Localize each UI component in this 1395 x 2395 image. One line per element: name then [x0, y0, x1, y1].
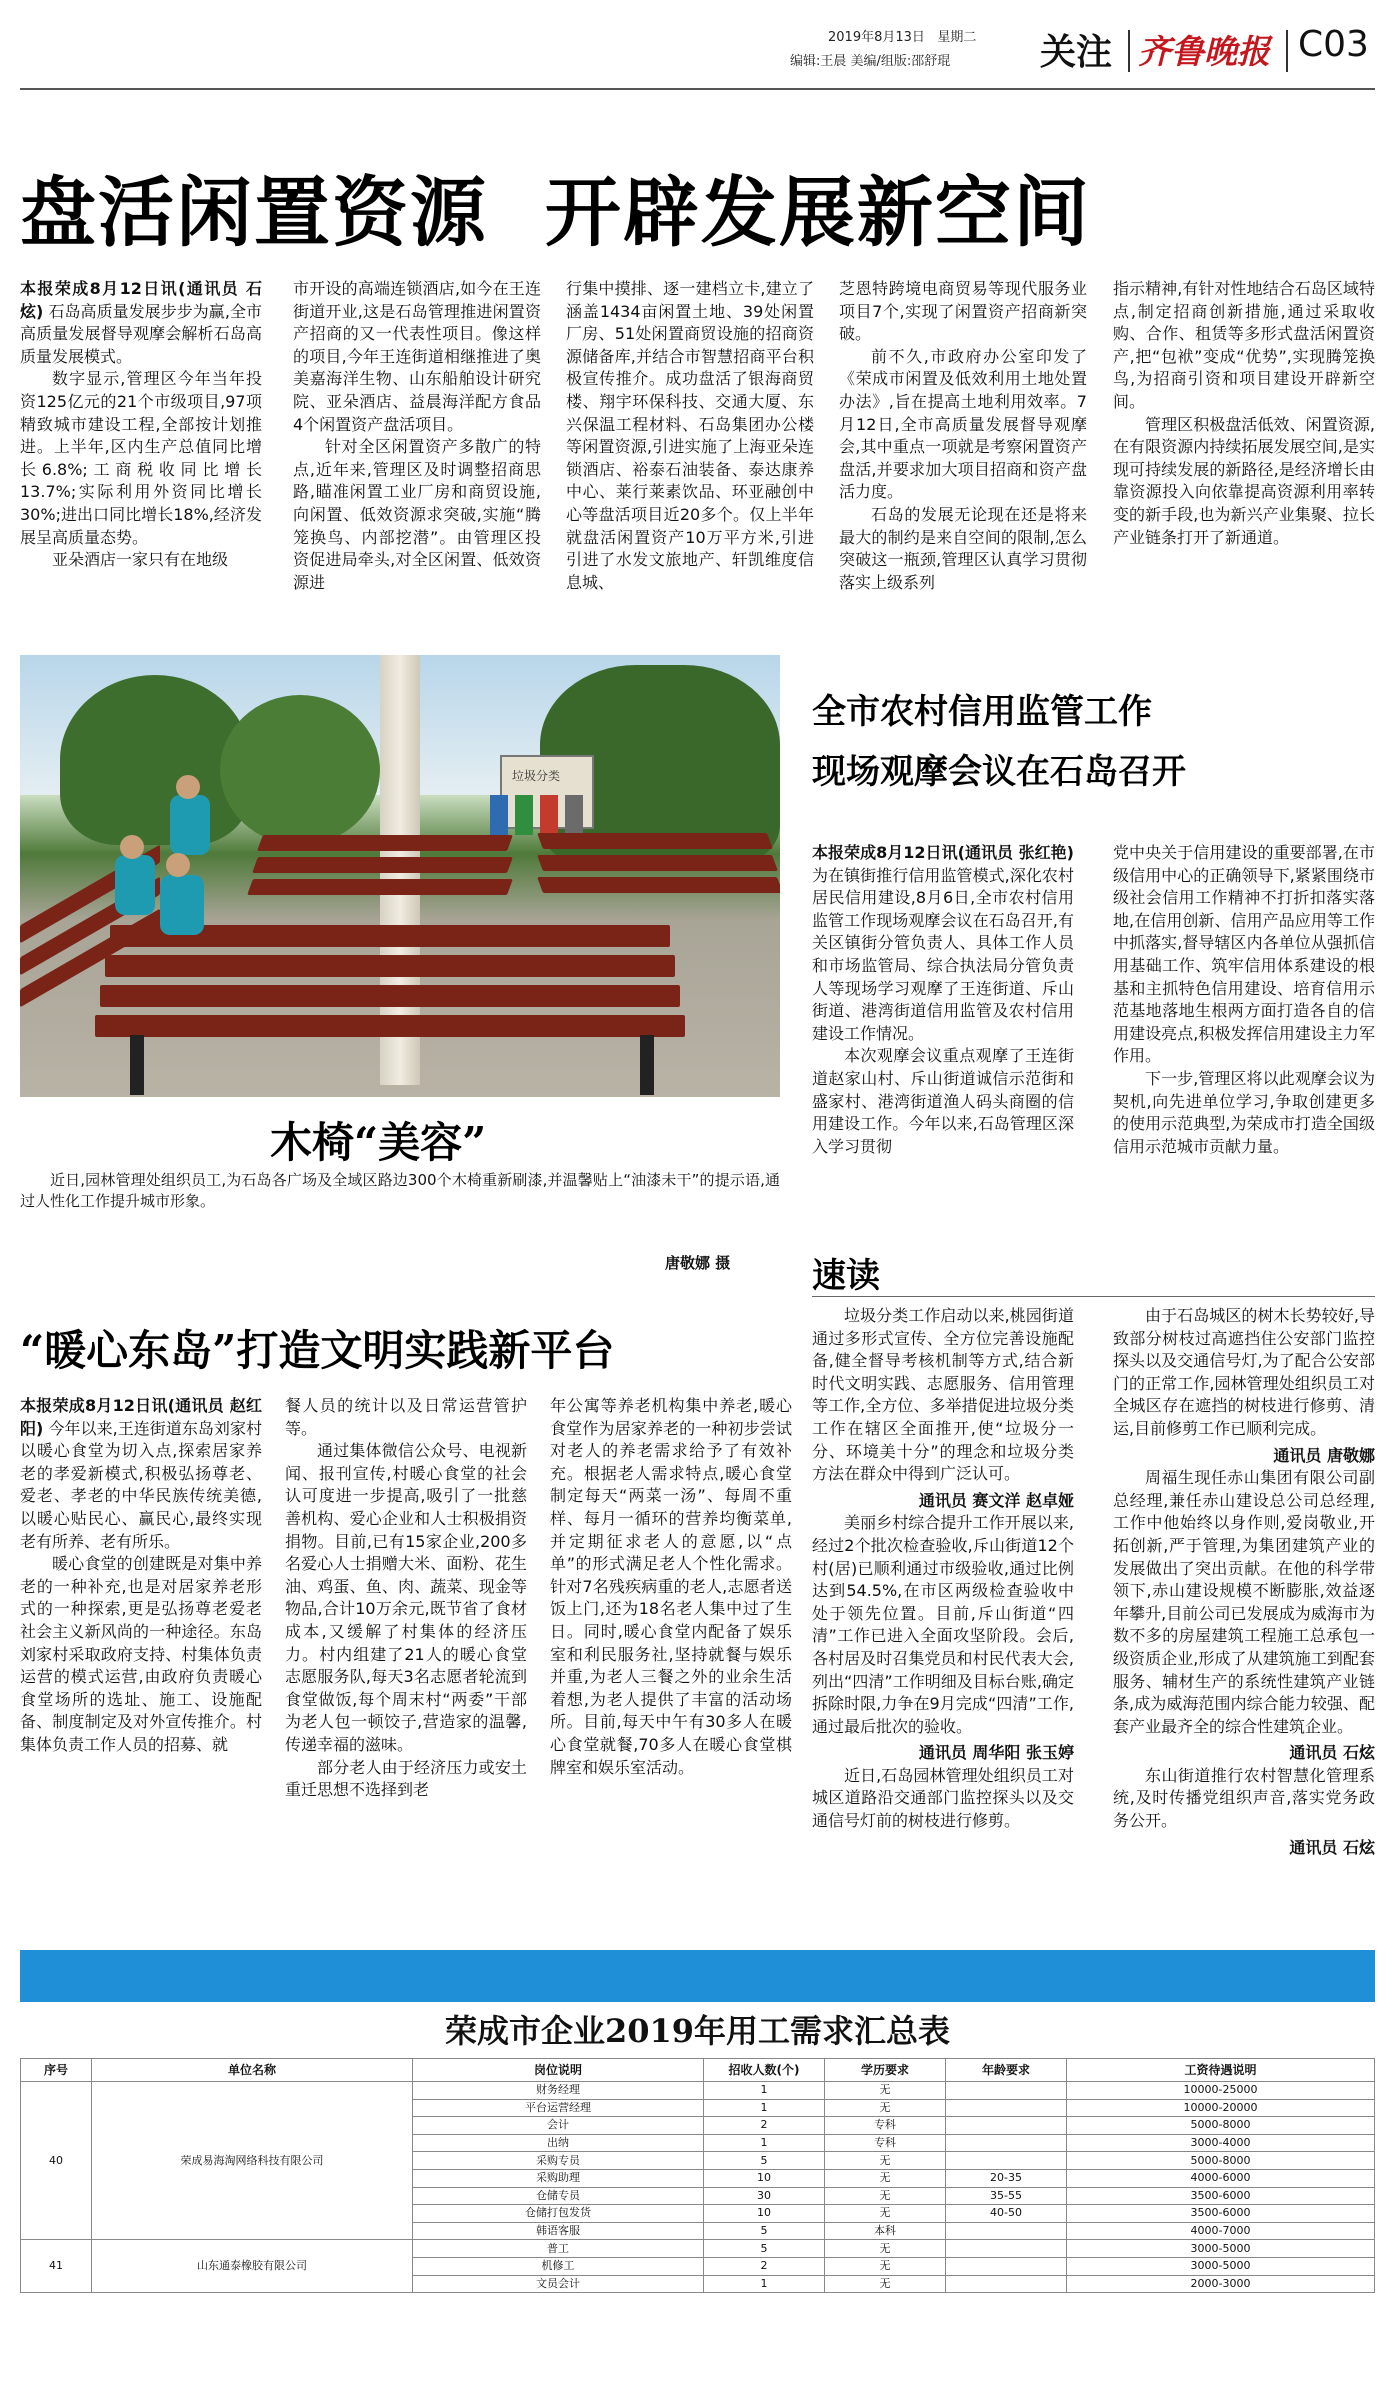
job-edu-cell: 无	[825, 2187, 946, 2205]
job-pay-cell: 4000-6000	[1067, 2169, 1375, 2187]
job-pay-cell: 2000-3000	[1067, 2275, 1375, 2293]
job-pay-cell: 4000-7000	[1067, 2222, 1375, 2240]
header-editors: 编辑:王晨 美编/组版:邵舒琨	[790, 54, 951, 69]
paragraph: 管理区积极盘活低效、闲置资源,在有限资源内持续拓展发展空间,是实现可持续发展的新路径,是经济增长由靠资源投入向依靠提高资源利用率转变的新手段,也为新兴产业集聚、拉长产业链条打开了新通道。	[1113, 414, 1375, 547]
paragraph: 部分老人由于经济压力或安土重迁思想不选择到老	[285, 1757, 527, 1800]
job-edu-cell: 无	[825, 2275, 946, 2293]
job-count-cell: 5	[704, 2152, 825, 2170]
paragraph: 亚朵酒店一家只有在地级	[52, 550, 229, 570]
date: 2019年8月13日	[828, 30, 925, 45]
paragraph: 市开设的高端连锁酒店,如今在王连街道开业,这是石岛管理推进闲置资产招商的又一代表性项目。像这样的项目,今年王连街道相继推进了奥美嘉海洋生物、山东船舶设计研究院、亚朵酒店、益晨海洋配方食品4个闲置资产盘活项目。	[293, 279, 541, 434]
job-count-cell: 5	[704, 2222, 825, 2240]
paragraph: 今年以来,王连街道东岛刘家村以暖心食堂为切入点,探索居家养老的孝爱新模式,积极弘扬尊老、爱老、孝老的中华民族传统美德,以暖心贴民心、赢民心,最终实现老有所养、老有所乐。	[20, 1418, 262, 1551]
table-header: 招收人数(个)	[704, 2059, 825, 2082]
job-pay-cell: 3500-6000	[1067, 2205, 1375, 2223]
brief-rule	[812, 1296, 1375, 1297]
company-number: 40	[21, 2082, 92, 2240]
job-count-cell: 10	[704, 2169, 825, 2187]
paragraph: 美丽乡村综合提升工作开展以来,经过2个批次检查验收,斥山街道12个村(居)已顺利通过市级验收,通过比例达到54.5%,在市区两级检查验收中处于领先位置。目前,斥山街道“四清”工作已进入全面攻坚阶段。会后,各村居及时召集党员和村民代表大会,列出“四清”工作明细及目标台账,确定拆除时限,力争在9月完成“四清”工作,通过最后批次的验收。	[812, 1513, 1074, 1736]
brief-title: 速读	[812, 1256, 880, 1296]
job-pay-cell: 5000-8000	[1067, 2152, 1375, 2170]
job-job-cell: 采购助理	[413, 2169, 704, 2187]
job-job-cell: 普工	[413, 2240, 704, 2258]
job-job-cell: 财务经理	[413, 2082, 704, 2100]
job-job-cell: 仓储打包发货	[413, 2205, 704, 2223]
job-age-cell	[946, 2082, 1067, 2100]
job-count-cell: 2	[704, 2117, 825, 2135]
main-article-col1	[20, 278, 262, 634]
paragraph: 通过集体微信公众号、电视新闻、报刊宣传,村暖心食堂的社会认可度进一步提高,吸引了一批慈善机构、爱心企业和人士积极捐资捐物。目前,已有15家企业,200多名爱心人士捐赠大米、面粉、花生油、鸡蛋、鱼、肉、蔬菜、现金等物品,合计10万余元,既节省了食材成本,又缓解了村集体的经济压力。村内组建了21人的暖心食堂志愿服务队,每天3名志愿者轮流到食堂做饭,每个周末村“两委”干部为老人包一顿饺子,营造家的温馨,传递幸福的滋味。	[285, 1441, 527, 1754]
donghai-col2	[285, 1395, 527, 1935]
paragraph: 数字显示,管理区今年当年投资125亿元的21个市级项目,97项精致城市建设工程,全部按计划推进。上半年,区内生产总值同比增长6.8%;工商税收同比增长13.7%;实际利用外资同比增长30%;进出口同比增长18%,经济发展呈高质量态势。	[20, 369, 262, 547]
paragraph: 近日,石岛园林管理处组织员工对城区道路沿交通部门监控探头以及交通信号灯前的树枝进行修剪。	[812, 1765, 1074, 1831]
blue-banner	[20, 1950, 1375, 2002]
job-age-cell	[946, 2117, 1067, 2135]
paragraph: 为在镇街推行信用监管模式,深化农村居民信用建设,8月6日,全市农村信用监管工作现场观摩会议在石岛召开,有关区镇街分管负责人、具体工作人员和市场监管局、综合执法局分管负责人等现场学习观摩了王连街道、斥山街道、港湾街道信用监管及农村信用建设工作情况。	[812, 865, 1074, 1043]
job-pay-cell: 10000-25000	[1067, 2082, 1375, 2100]
paragraph: 由于石岛城区的树木长势较好,导致部分树枝过高遮挡住公安部门监控探头以及交通信号灯,为了配合公安部门的正常工作,园林管理处组织员工对全城区存在遮挡的树枝进行修剪、清运,目前修剪工作已顺利完成。	[1113, 1306, 1375, 1438]
job-edu-cell: 专科	[825, 2117, 946, 2135]
table-row	[21, 2240, 1375, 2258]
paragraph: 行集中摸排、逐一建档立卡,建立了涵盖1434亩闲置土地、39处闲置厂房、51处闲置商贸设施的招商资源储备库,并结合市智慧招商平台积极宣传推介。成功盘活了银海商贸楼、翔宇环保科技、交通大厦、东兴保温工程材料、石岛集团办公楼等闲置资源,引进实施了上海亚朵连锁酒店、裕泰石油装备、泰达康养中心、莱行莱素饮品、环亚融创中心等盘活项目近20多个。仅上半年就盘活闲置资产10万平方米,引进引进了水发文旅地产、轩凯维度信息城、	[566, 279, 814, 592]
paragraph: 芝恩特跨境电商贸易等现代服务业项目7个,实现了闲置资产招商新突破。	[839, 279, 1087, 344]
donghai-headline: “暖心东岛”打造文明实践新平台	[20, 1326, 615, 1375]
caption-text: 近日,园林管理处组织员工,为石岛各广场及全域区路边300个木椅重新刷漆,并温馨贴上“油漆未干”的提示语,通过人性化工作提升城市形象。	[20, 1171, 780, 1210]
paragraph: 石岛高质量发展步步为赢,全市高质量发展督导观摩会解析石岛高质量发展模式。	[20, 301, 262, 366]
company-name: 荣成易海淘网络科技有限公司	[92, 2082, 413, 2240]
job-table-body	[21, 2082, 1375, 2293]
job-table	[20, 2058, 1375, 2293]
job-edu-cell: 无	[825, 2240, 946, 2258]
job-count-cell: 1	[704, 2082, 825, 2100]
paragraph: 下一步,管理区将以此观摩会议为契机,向先进单位学习,争取创建更多的使用示范典型,为荣成市打造全国级信用示范城市贡献力量。	[1113, 1068, 1375, 1156]
donghai-col3	[550, 1395, 792, 1935]
job-job-cell: 出纳	[413, 2134, 704, 2152]
company-number: 41	[21, 2240, 92, 2293]
job-edu-cell: 无	[825, 2082, 946, 2100]
main-article-col3	[566, 278, 814, 634]
job-pay-cell: 3000-4000	[1067, 2134, 1375, 2152]
paragraph: 指示精神,有针对性地结合石岛区域特点,制定招商创新措施,通过采取收购、合作、租赁等多形式盘活闲置资产,把“包袱”变成“优势”,实现腾笼换鸟,为招商引资和项目建设开辟新空间。	[1113, 279, 1375, 411]
table-header-row	[21, 2059, 1375, 2082]
job-job-cell: 机修工	[413, 2257, 704, 2275]
job-age-cell	[946, 2275, 1067, 2293]
job-edu-cell: 无	[825, 2205, 946, 2223]
table-header: 工资待遇说明	[1067, 2059, 1375, 2082]
job-job-cell: 会计	[413, 2117, 704, 2135]
paper-logo: 齐鲁晚报	[1138, 32, 1270, 71]
paragraph: 党中央关于信用建设的重要部署,在市级信用中心的正确领导下,紧紧围绕市级社会信用工作精神不打折扣落实落地,在信用创新、信用产品应用等工作中抓落实,督导辖区内各单位从强抓信用基础工作、筑牢信用体系建设的根基和主抓特色信用建设、培育信用示范基地落地生根两方面打造各自的信用建设亮点,积极发挥信用建设主力军作用。	[1113, 843, 1375, 1066]
section-name: 关注	[1040, 32, 1113, 73]
photo-credit: 唐敬娜 摄	[665, 1254, 731, 1272]
job-age-cell: 20-35	[946, 2169, 1067, 2187]
table-header: 序号	[21, 2059, 92, 2082]
job-age-cell	[946, 2257, 1067, 2275]
paragraph: 前不久,市政府办公室印发了《荣成市闲置及低效利用土地处置办法》,旨在提高土地利用效率。7月12日,全市高质量发展督导观摩会,其中重点一项就是考察闲置资产盘活,并要求加大项目招商和资产盘活力度。	[839, 346, 1087, 502]
donghai-col1	[20, 1395, 262, 1935]
job-edu-cell: 无	[825, 2257, 946, 2275]
paragraph: 年公寓等养老机构集中养老,暖心食堂作为居家养老的一种初步尝试对老人的养老需求给予了有效补充。根据老人需求特点,暖心食堂制定每天“两菜一汤”、每周不重样、每月一循环的营养均衡菜单,并定期征求老人的意愿,以“点单”的形式满足老人个性化需求。针对7名残疾病重的老人,志愿者送饭上门,还为18名老人集中过了生日。同时,暖心食堂内配备了娱乐室和利民服务社,坚持就餐与娱乐并重,为老人三餐之外的业余生活着想,为老人提供了丰富的活动场所。目前,每天中午有30多人在暖心食堂就餐,70多人在暖心食堂棋牌室和娱乐室活动。	[550, 1396, 792, 1777]
bench-photo	[20, 655, 780, 1097]
photo-caption	[20, 1170, 780, 1230]
credit-headline-line2: 现场观摩会议在石岛召开	[812, 752, 1186, 792]
table-title: 荣成市企业2019年用工需求汇总表	[444, 2012, 951, 2050]
job-job-cell: 采购专员	[413, 2152, 704, 2170]
job-count-cell: 10	[704, 2205, 825, 2223]
paragraph: 石岛的发展无论现在还是将来最大的制约是来自空间的限制,怎么突破这一瓶颈,管理区认真学习贯彻落实上级系列	[839, 504, 1087, 592]
brief-col1	[812, 1305, 1074, 1945]
job-count-cell: 5	[704, 2240, 825, 2258]
job-age-cell	[946, 2134, 1067, 2152]
article-lead: 本报荣成8月12日讯(通讯员 张红艳)	[812, 843, 1074, 862]
table-header: 学历要求	[825, 2059, 946, 2082]
company-name: 山东通泰橡胶有限公司	[92, 2240, 413, 2293]
job-count-cell: 1	[704, 2275, 825, 2293]
paragraph: 东山街道推行农村智慧化管理系统,及时传播党组织声音,落实党务政务公开。	[1113, 1765, 1375, 1831]
job-pay-cell: 3500-6000	[1067, 2187, 1375, 2205]
paragraph: 本次观摩会议重点观摩了王连街道赵家山村、斥山街道诚信示范街和盛家村、港湾街道渔人码头商圈的信用建设工作。今年以来,石岛管理区深入学习贯彻	[812, 1046, 1074, 1156]
job-edu-cell: 无	[825, 2099, 946, 2117]
credit-headline-line1: 全市农村信用监管工作	[812, 692, 1152, 732]
job-age-cell	[946, 2240, 1067, 2258]
paragraph: 针对全区闲置资产多散广的特点,近年来,管理区及时调整招商思路,瞄准闲置工业厂房和商贸设施,向闲置、低效资源求突破,实施“腾笼换鸟、内部挖潜”。由管理区投资促进局牵头,对全区闲置、低效资源进	[293, 437, 541, 592]
job-pay-cell: 5000-8000	[1067, 2117, 1375, 2135]
main-article-col5	[1113, 278, 1375, 634]
job-pay-cell: 10000-20000	[1067, 2099, 1375, 2117]
page-number: C03	[1298, 24, 1369, 65]
photo-title: 木椅“美容”	[270, 1118, 487, 1167]
job-job-cell: 韩语客服	[413, 2222, 704, 2240]
credit-article-col1	[812, 842, 1074, 1222]
job-pay-cell: 3000-5000	[1067, 2240, 1375, 2258]
job-age-cell	[946, 2099, 1067, 2117]
article-lead: 本报荣成8月12日讯(通讯员 石炫)	[20, 279, 262, 321]
job-job-cell: 文员会计	[413, 2275, 704, 2293]
table-header: 年龄要求	[946, 2059, 1067, 2082]
credit-article-col2	[1113, 842, 1375, 1222]
sign-text: 垃圾分类	[512, 769, 561, 783]
header-rule	[20, 88, 1375, 90]
paragraph: 暖心食堂的创建既是对集中养老的一种补充,也是对居家养老形式的一种探索,更是弘扬尊老爱老社会主义新风尚的一种途径。东岛刘家村采取政府支持、村集体负责运营的模式运营,由政府负责暖心食堂场所的选址、施工、设施配备、制度制定及对外宣传推介。村集体负责工作人员的招募、就	[20, 1554, 262, 1754]
job-job-cell: 仓储专员	[413, 2187, 704, 2205]
brief-credit: 通讯员 石炫	[1289, 1837, 1375, 1857]
job-age-cell: 40-50	[946, 2205, 1067, 2223]
main-headline: 盘活闲置资源 开辟发展新空间	[20, 168, 1091, 257]
paragraph: 垃圾分类工作启动以来,桃园街道通过多形式宣传、全方位完善设施配备,健全督导考核机制等方式,结合新时代文明实践、志愿服务、信用管理等工作,全方位、多举措促进垃圾分类工作在辖区全面推开,使“垃圾分一分、环境美十分”的理念和垃圾分类方法在群众中得到广泛认可。	[812, 1306, 1074, 1484]
job-count-cell: 1	[704, 2099, 825, 2117]
main-article-col2	[293, 278, 541, 634]
job-edu-cell: 无	[825, 2152, 946, 2170]
job-age-cell	[946, 2222, 1067, 2240]
header-divider	[1128, 30, 1130, 72]
main-article-col4	[839, 278, 1087, 634]
job-count-cell: 2	[704, 2257, 825, 2275]
brief-col2	[1113, 1305, 1375, 1945]
job-edu-cell: 本科	[825, 2222, 946, 2240]
brief-credit: 通讯员 赛文洋 赵卓娅	[918, 1490, 1074, 1510]
job-count-cell: 1	[704, 2134, 825, 2152]
job-edu-cell: 无	[825, 2169, 946, 2187]
brief-credit: 通讯员 唐敬娜	[1273, 1445, 1375, 1465]
article-lead: 本报荣成8月12日讯(通讯员 赵红阳)	[20, 1396, 262, 1438]
job-edu-cell: 专科	[825, 2134, 946, 2152]
header-divider	[1286, 30, 1288, 72]
job-count-cell: 30	[704, 2187, 825, 2205]
weekday: 星期二	[937, 30, 977, 45]
job-age-cell: 35-55	[946, 2187, 1067, 2205]
table-header: 单位名称	[92, 2059, 413, 2082]
paragraph: 周福生现任赤山集团有限公司副总经理,兼任赤山建设总公司总经理,工作中他始终以身作则,爱岗敬业,开拓创新,严于管理,为集团建筑产业的发展做出了突出贡献。在他的科学带领下,赤山建设规模不断膨胀,效益逐年攀升,目前公司已发展成为威海市为数不多的房屋建筑工程施工总承包一级资质企业,形成了从建筑施工到配套服务、辅材生产的系统性建筑产业链条,成为威海范围内综合能力较强、配套产业最齐全的综合性建筑企业。	[1113, 1468, 1375, 1736]
job-job-cell: 平台运营经理	[413, 2099, 704, 2117]
job-pay-cell: 3000-5000	[1067, 2257, 1375, 2275]
paragraph: 餐人员的统计以及日常运营管护等。	[285, 1396, 527, 1438]
table-header: 岗位说明	[413, 2059, 704, 2082]
brief-credit: 通讯员 周华阳 张玉婷	[918, 1743, 1074, 1763]
header-date	[828, 26, 976, 45]
job-age-cell	[946, 2152, 1067, 2170]
table-row	[21, 2082, 1375, 2100]
brief-credit: 通讯员 石炫	[1289, 1743, 1375, 1763]
